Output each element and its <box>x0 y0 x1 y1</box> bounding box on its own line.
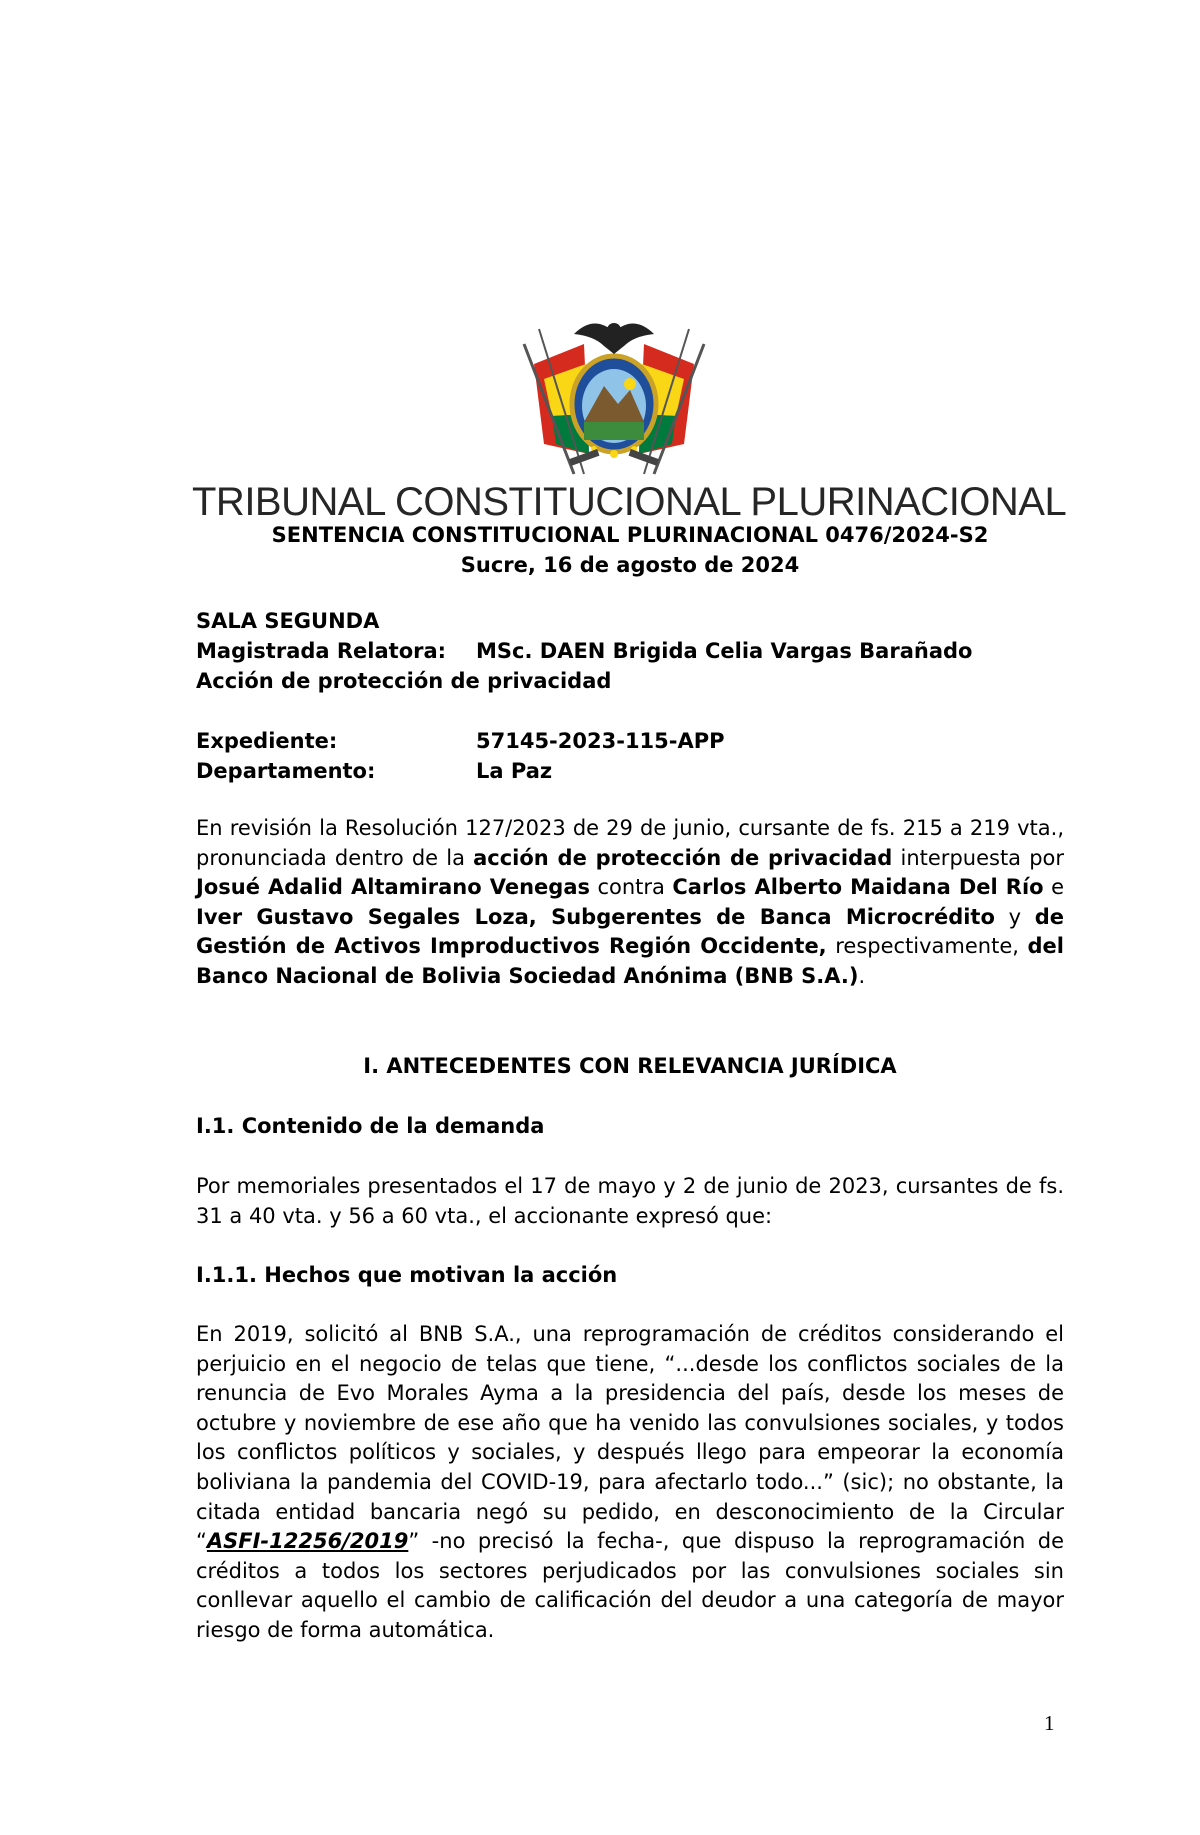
case-file-metadata <box>196 726 1064 786</box>
expediente-label: Expediente: <box>196 729 338 753</box>
action-type: Acción de protección de privacidad <box>196 669 612 693</box>
intro-text: respectivamente, <box>826 934 1028 959</box>
intro-bold: Josué Adalid Altamirano Venegas <box>196 875 590 900</box>
facts-paragraph <box>196 1320 1064 1646</box>
expediente-value: 57145-2023-115-APP <box>476 729 725 753</box>
circular-code: ASFI-12256/2019 <box>206 1529 409 1554</box>
page-number: 1 <box>1044 1711 1055 1735</box>
subsection-heading: I.1.1. Hechos que motivan la acción <box>196 1263 618 1287</box>
facts-text: En 2019, solicitó al BNB S.A., una reprogramación de créditos considerando el perjuicio en el negocio de telas que tiene, “...desde los conflictos sociales de la renuncia de Evo Morales Ayma a la presidencia del país, desde los meses de octubre y noviembre de ese año que ha venido las convulsiones sociales, y todos los conflictos políticos y sociales, y después llego para empeorar la economía boliviana la pandemia del COVID-19, para afectarlo todo...” (sic); no obstante, la citada entidad bancaria negó su pedido, en desconocimiento de la Circular “ <box>196 1322 1064 1554</box>
intro-bold: del Banco Nacional de Bolivia Sociedad Anónima (BNB S.A.) <box>196 934 1064 988</box>
intro-bold: Iver Gustavo Segales Loza, Subgerentes de Banca Microcrédito <box>196 904 995 929</box>
intro-text: e <box>1043 875 1064 900</box>
subsection-heading: I.1. Contenido de la demanda <box>196 1114 545 1138</box>
sentence-heading <box>196 520 1064 580</box>
section-heading: I. ANTECEDENTES CON RELEVANCIA JURÍDICA <box>363 1054 897 1078</box>
relatora-row <box>196 636 1064 666</box>
intro-text: . <box>858 963 866 988</box>
intro-text: contra <box>590 875 673 900</box>
intro-text: interpuesta por <box>892 845 1065 870</box>
expediente-row <box>196 726 1064 756</box>
intro-bold: Carlos Alberto Maidana Del Río <box>672 875 1044 900</box>
departamento-value: La Paz <box>476 759 553 783</box>
institution-name: TRIBUNAL CONSTITUCIONAL PLURINACIONAL <box>192 480 1067 524</box>
departamento-row <box>196 756 1064 786</box>
intro-text: En revisión la Resolución 127/2023 de 29 de junio, cursante de fs. 215 a 219 vta., pronunciada dentro de la <box>196 816 1064 870</box>
intro-bold: acción de protección de privacidad <box>473 845 893 870</box>
demand-paragraph: Por memoriales presentados el 17 de mayo y 2 de junio de 2023, cursantes de fs. 31 a 40 vta. y 56 a 60 vta., el accionante expresó que: <box>196 1174 1064 1228</box>
intro-paragraph <box>196 814 1064 992</box>
case-metadata <box>196 606 1064 696</box>
intro-bold: de Gestión de Activos Improductivos Región Occidente, <box>196 904 1064 959</box>
sentence-title: SENTENCIA CONSTITUCIONAL PLURINACIONAL 0476/2024-S2 <box>271 523 989 547</box>
sentence-date: Sucre, 16 de agosto de 2024 <box>460 553 800 577</box>
bolivia-coat-of-arms-icon <box>514 304 714 484</box>
relatora-label: Magistrada Relatora: <box>196 639 447 663</box>
facts-text: ” -no precisó la fecha-, que dispuso la reprogramación de créditos a todos los sectores perjudicados por las convulsiones sociales sin conllevar aquello el cambio de calificación del deudor a una categoría de mayor riesgo de forma automática. <box>196 1529 1064 1642</box>
relatora-value: MSc. DAEN Brigida Celia Vargas Barañado <box>476 639 973 663</box>
sala-label: SALA SEGUNDA <box>196 609 380 633</box>
departamento-label: Departamento: <box>196 759 376 783</box>
intro-text: y <box>994 904 1035 929</box>
